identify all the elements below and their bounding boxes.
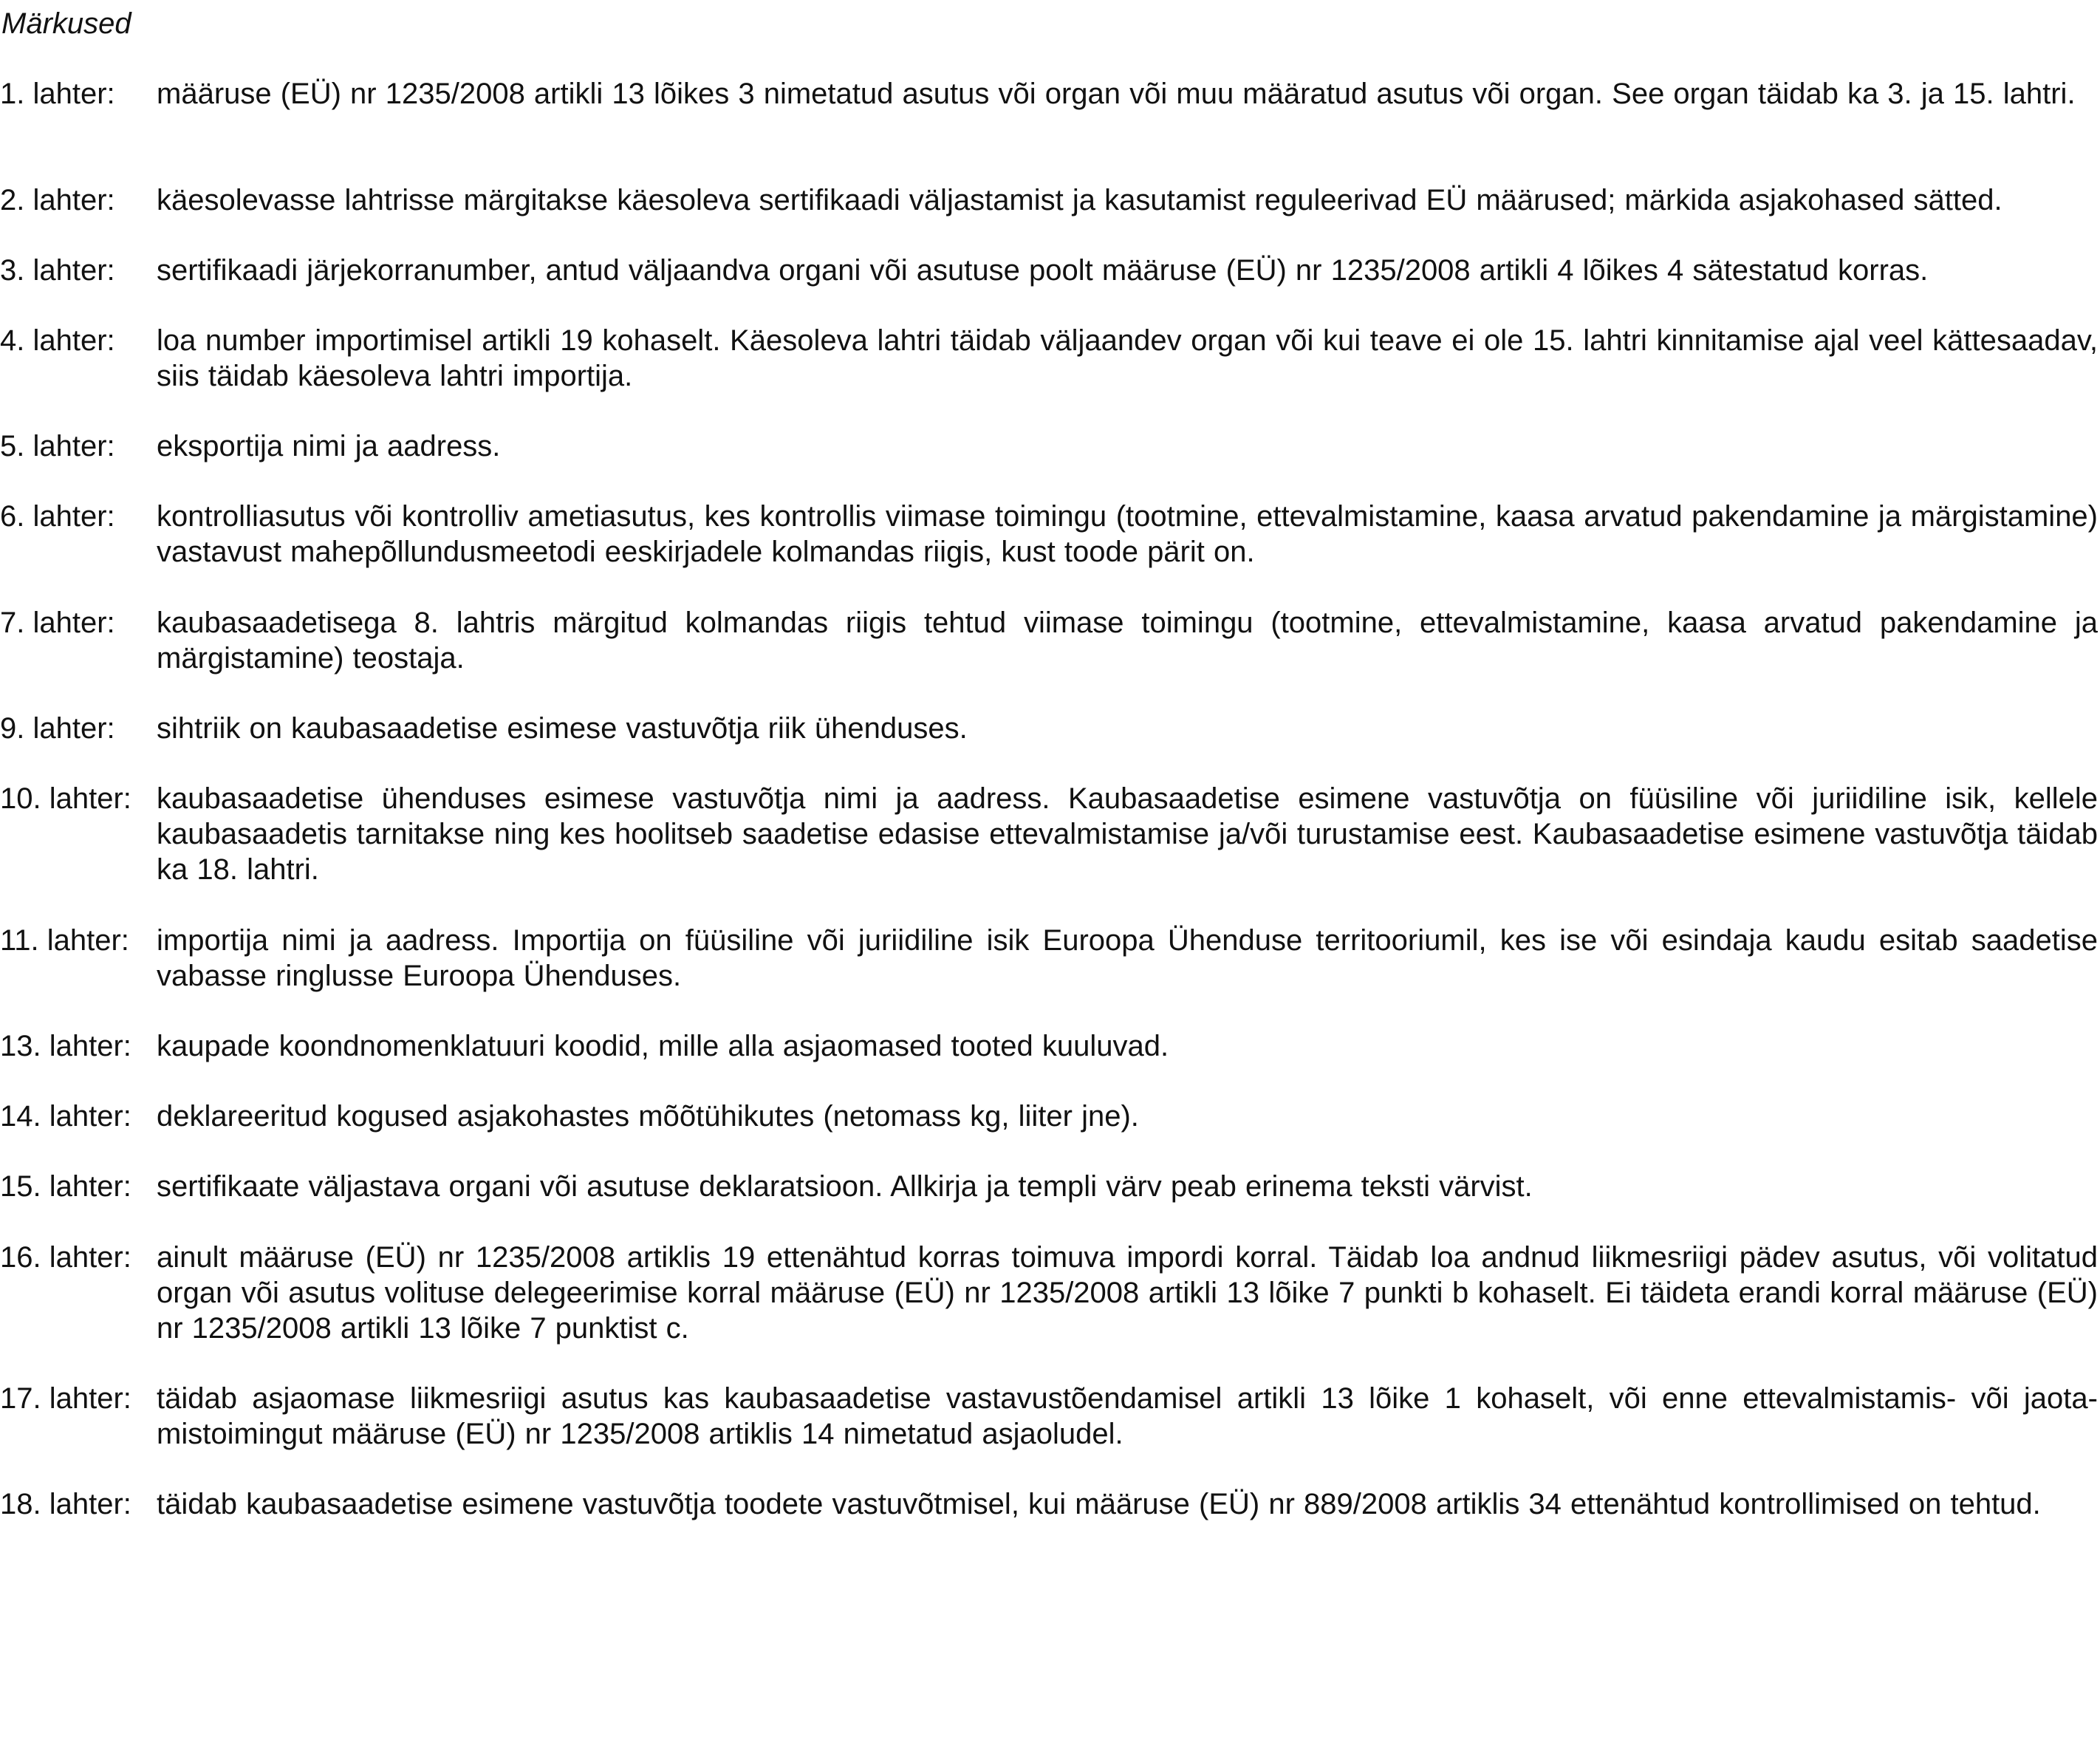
note-text: sertifikaate väljastava organi või asutuse deklaratsioon. Allkirja ja templi värv peab erinema teksti värvist. [157, 1170, 1533, 1203]
note-label: 13. lahter: [0, 1030, 131, 1062]
note-text: sertifikaadi järjekorranumber, antud väljaandva organi või asutuse poolt määruse (EÜ) nr 1235/2008 artikli 4 lõikes 4 sätestatud korras. [157, 254, 1929, 287]
note-text: eksportija nimi ja aadress. [157, 430, 501, 462]
note-label: 17. lahter: [0, 1382, 131, 1415]
note-row [0, 323, 2100, 394]
note-label: 1. lahter: [0, 78, 115, 110]
note-label: 16. lahter: [0, 1241, 131, 1274]
note-row [0, 711, 2100, 746]
note-text: kaubasaadetisega 8. lahtris märgitud kolmandas riigis tehtud viimase toimingu (tootmine, ettevalmistamine, kaasa arvatud pakendamine ja märgistamine) teostaja. [157, 607, 2098, 675]
note-text: kaubasaadetise ühenduses esimese vastuvõtja nimi ja aadress. Kaubasaadetise esimene vastuvõtja on füüsiline või juriidiline isik, kellele kaubasaadetis tarnitakse ning kes hoolitseb saadetise edasise ettevalmistamise ja/või turustamise eest. Kaubasaadetise esimene vastuvõtja täidab ka 18. lahtri. [157, 782, 2098, 886]
note-text: määruse (EÜ) nr 1235/2008 artikli 13 lõikes 3 nimetatud asutus või organ või muu määratud asutus või organ. See organ täidab ka 3. ja 15. lahtri. [157, 78, 2076, 110]
note-row [0, 499, 2100, 570]
note-text: kaupade koondnomenklatuuri koodid, mille alla asjaomased tooted kuuluvad. [157, 1030, 1169, 1062]
note-label: 15. lahter: [0, 1170, 131, 1203]
note-row [0, 428, 2100, 464]
note-label: 14. lahter: [0, 1100, 131, 1133]
note-row [0, 1099, 2100, 1134]
note-text: täidab kaubasaadetise esimene vastuvõtja toodete vastuvõtmisel, kui määruse (EÜ) nr 889/2008 artiklis 34 ettenähtud kontrollimised on tehtud. [157, 1488, 2041, 1520]
note-label: 4. lahter: [0, 324, 115, 357]
note-label: 6. lahter: [0, 500, 115, 533]
note-label: 9. lahter: [0, 712, 115, 745]
note-row [0, 1028, 2100, 1064]
note-label: 7. lahter: [0, 607, 115, 639]
note-row [0, 182, 2100, 218]
notes-heading: Märkused [1, 7, 131, 40]
note-label: 18. lahter: [0, 1488, 131, 1520]
note-text: ainult määruse (EÜ) nr 1235/2008 artiklis 19 ettenähtud korras toimuva impordi korral. Täidab loa andnud liikmesriigi pädev asutus, või volitatud organ või asutus volituse delegeerimise korral määruse (EÜ) nr 1235/2008 artikli 13 lõike 7 punkti b kohaselt. Ei täideta erandi korral määruse (EÜ) nr 1235/2008 artikli 13 lõike 7 punktist c. [157, 1241, 2098, 1345]
note-row [0, 76, 2100, 112]
note-text: deklareeritud kogused asjakohastes mõõtühikutes (netomass kg, liiter jne). [157, 1100, 1139, 1133]
note-text: loa number importimisel artikli 19 kohaselt. Käesoleva lahtri täidab väljaandev organ või kui teave ei ole 15. lahtri kinnitamise ajal veel kättesaadav, siis täidab käesoleva lahtri importija. [157, 324, 2098, 392]
note-row [0, 1240, 2100, 1346]
note-row [0, 1381, 2100, 1452]
note-row [0, 605, 2100, 676]
note-label: 10. lahter: [0, 782, 131, 815]
note-label: 5. lahter: [0, 430, 115, 462]
note-text: kontrolliasutus või kontrolliv ametiasutus, kes kontrollis viimase toimingu (tootmine, ettevalmistamine, kaasa arvatud pakendamine ja märgistamine) vastavust mahepõllundusmeetodi eeskirjadele kolmandas riigis, kust toode pärit on. [157, 500, 2098, 568]
note-text: importija nimi ja aadress. Importija on füüsiline või juriidiline isik Euroopa Ühenduse territooriumil, kes ise või esindaja kaudu esitab saadetise vabasse ringlusse Euroopa Ühenduses. [157, 924, 2098, 992]
note-label: 11. lahter: [0, 924, 129, 957]
note-row [0, 253, 2100, 288]
note-row [0, 1486, 2100, 1522]
note-text: käesolevasse lahtrisse märgitakse käesoleva sertifikaadi väljastamist ja kasutamist reguleerivad EÜ määrused; märkida asjakohased sätted. [157, 184, 2002, 216]
note-row [0, 781, 2100, 887]
note-label: 2. lahter: [0, 184, 115, 216]
note-text: täidab asjaomase liikmesriigi asutus kas kaubasaadetise vastavustõendamisel artikli 13 lõike 1 kohaselt, või enne ettevalmistamis- või jaotamistoimingut määruse (EÜ) nr 1235/2008 artiklis 14 nimetatud asjaoludel. [157, 1382, 2098, 1450]
note-row [0, 923, 2100, 994]
note-label: 3. lahter: [0, 254, 115, 287]
note-row [0, 1169, 2100, 1204]
note-text: sihtriik on kaubasaadetise esimese vastuvõtja riik ühenduses. [157, 712, 968, 745]
